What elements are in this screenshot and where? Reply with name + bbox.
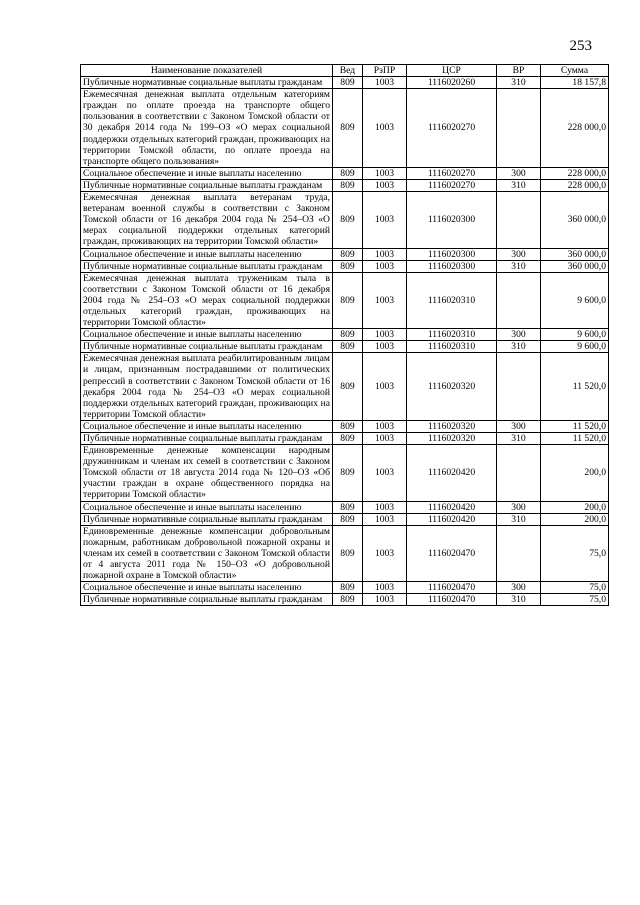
cell-csr: 1116020420 (407, 501, 497, 513)
cell-csr: 1116020300 (407, 192, 497, 248)
cell-vr (497, 192, 541, 248)
cell-rzpr: 1003 (363, 260, 407, 272)
table-row (81, 420, 609, 432)
header-ved: Вед (333, 65, 363, 77)
cell-vr (497, 272, 541, 328)
table-row (81, 248, 609, 260)
cell-ved: 809 (333, 501, 363, 513)
cell-csr: 1116020270 (407, 179, 497, 191)
cell-csr: 1116020270 (407, 167, 497, 179)
cell-rzpr: 1003 (363, 582, 407, 594)
cell-vr: 310 (497, 433, 541, 445)
cell-name: Социальное обеспечение и иные выплаты населению (81, 248, 333, 260)
cell-csr: 1116020310 (407, 272, 497, 328)
cell-name: Единовременные денежные компенсации добровольным пожарным, работникам добровольной пожарной охраны и членам их семей в соответствии с Законом Томской области от 4 августа 2011 года № 150–ОЗ «О добровольной пожарной охране в Томской области» (81, 525, 333, 581)
page-number: 253 (569, 38, 592, 54)
cell-ved: 809 (333, 341, 363, 353)
cell-ved: 809 (333, 582, 363, 594)
cell-vr (497, 353, 541, 421)
cell-csr: 1116020270 (407, 89, 497, 168)
cell-csr: 1116020470 (407, 525, 497, 581)
table-row (81, 445, 609, 501)
cell-sum: 9 600,0 (541, 272, 609, 328)
cell-rzpr: 1003 (363, 89, 407, 168)
cell-vr: 300 (497, 420, 541, 432)
cell-vr: 300 (497, 582, 541, 594)
cell-vr (497, 525, 541, 581)
cell-csr: 1116020470 (407, 582, 497, 594)
cell-vr: 300 (497, 501, 541, 513)
header-name: Наименование показателей (81, 65, 333, 77)
cell-rzpr: 1003 (363, 420, 407, 432)
cell-vr: 300 (497, 248, 541, 260)
table-row (81, 77, 609, 89)
table-header-row (81, 65, 609, 77)
header-sum: Сумма (541, 65, 609, 77)
cell-rzpr: 1003 (363, 341, 407, 353)
cell-rzpr: 1003 (363, 445, 407, 501)
cell-vr: 300 (497, 167, 541, 179)
cell-name: Публичные нормативные социальные выплаты гражданам (81, 594, 333, 606)
table-row (81, 167, 609, 179)
cell-sum: 360 000,0 (541, 192, 609, 248)
cell-sum: 18 157,8 (541, 77, 609, 89)
table-row (81, 89, 609, 168)
table-row (81, 260, 609, 272)
cell-rzpr: 1003 (363, 501, 407, 513)
cell-rzpr: 1003 (363, 513, 407, 525)
cell-ved: 809 (333, 192, 363, 248)
cell-name: Ежемесячная денежная выплата труженикам тыла в соответствии с Законом Томской области от 16 декабря 2004 года № 254–ОЗ «О мерах социальной поддержки отдельных категорий граждан, проживающих на территории Томской области» (81, 272, 333, 328)
table-row (81, 594, 609, 606)
cell-ved: 809 (333, 594, 363, 606)
cell-name: Публичные нормативные социальные выплаты гражданам (81, 433, 333, 445)
header-vr: ВР (497, 65, 541, 77)
cell-name: Социальное обеспечение и иные выплаты населению (81, 501, 333, 513)
cell-sum: 360 000,0 (541, 248, 609, 260)
cell-name: Социальное обеспечение и иные выплаты населению (81, 582, 333, 594)
cell-sum: 200,0 (541, 513, 609, 525)
cell-rzpr: 1003 (363, 594, 407, 606)
cell-name: Ежемесячная денежная выплата ветеранам труда, ветеранам военной службы в соответствии с Законом Томской области от 16 декабря 2004 года № 254–ОЗ «О мерах социальной поддержки отдельных категорий граждан, проживающих на территории Томской области» (81, 192, 333, 248)
cell-sum: 11 520,0 (541, 353, 609, 421)
cell-ved: 809 (333, 260, 363, 272)
cell-ved: 809 (333, 179, 363, 191)
cell-name: Публичные нормативные социальные выплаты гражданам (81, 513, 333, 525)
cell-rzpr: 1003 (363, 272, 407, 328)
cell-sum: 228 000,0 (541, 179, 609, 191)
table-row (81, 272, 609, 328)
cell-name: Публичные нормативные социальные выплаты гражданам (81, 77, 333, 89)
cell-csr: 1116020310 (407, 341, 497, 353)
cell-rzpr: 1003 (363, 248, 407, 260)
cell-ved: 809 (333, 89, 363, 168)
cell-name: Ежемесячная денежная выплата реабилитированным лицам и лицам, признанным пострадавшими от политических репрессий в соответствии с Законом Томской области от 16 декабря 2004 года № 254–ОЗ «О мерах социальной поддержки отдельных категорий граждан, проживающих на территории Томской области» (81, 353, 333, 421)
cell-vr: 310 (497, 513, 541, 525)
cell-name: Публичные нормативные социальные выплаты гражданам (81, 179, 333, 191)
cell-name: Публичные нормативные социальные выплаты гражданам (81, 341, 333, 353)
cell-name: Ежемесячная денежная выплата отдельным категориям граждан по оплате проезда на транспорте общего пользования в соответствии с Законом Томской области от 30 декабря 2014 года № 199–ОЗ «О мерах социальной поддержки отдельных категорий граждан, проживающих на территории Томской области, по оплате проезда на транспорте общего пользования» (81, 89, 333, 168)
cell-csr: 1116020470 (407, 594, 497, 606)
table-row (81, 341, 609, 353)
cell-ved: 809 (333, 77, 363, 89)
cell-ved: 809 (333, 248, 363, 260)
cell-sum: 228 000,0 (541, 89, 609, 168)
table-row (81, 501, 609, 513)
cell-rzpr: 1003 (363, 192, 407, 248)
cell-sum: 9 600,0 (541, 341, 609, 353)
table-row (81, 329, 609, 341)
cell-vr: 310 (497, 341, 541, 353)
cell-rzpr: 1003 (363, 179, 407, 191)
cell-sum: 11 520,0 (541, 420, 609, 432)
cell-csr: 1116020300 (407, 260, 497, 272)
table-row (81, 525, 609, 581)
cell-csr: 1116020320 (407, 353, 497, 421)
cell-ved: 809 (333, 329, 363, 341)
header-rzpr: РзПР (363, 65, 407, 77)
cell-csr: 1116020420 (407, 513, 497, 525)
header-csr: ЦСР (407, 65, 497, 77)
table-body (81, 77, 609, 606)
cell-ved: 809 (333, 272, 363, 328)
cell-ved: 809 (333, 420, 363, 432)
cell-csr: 1116020260 (407, 77, 497, 89)
cell-vr: 310 (497, 179, 541, 191)
cell-sum: 200,0 (541, 501, 609, 513)
cell-rzpr: 1003 (363, 329, 407, 341)
cell-rzpr: 1003 (363, 167, 407, 179)
cell-sum: 75,0 (541, 582, 609, 594)
cell-name: Социальное обеспечение и иные выплаты населению (81, 420, 333, 432)
cell-name: Социальное обеспечение и иные выплаты населению (81, 167, 333, 179)
cell-vr: 310 (497, 77, 541, 89)
cell-ved: 809 (333, 433, 363, 445)
cell-sum: 75,0 (541, 525, 609, 581)
cell-sum: 200,0 (541, 445, 609, 501)
table-row (81, 353, 609, 421)
cell-sum: 75,0 (541, 594, 609, 606)
cell-vr: 310 (497, 594, 541, 606)
cell-vr (497, 445, 541, 501)
table-row (81, 192, 609, 248)
table-row (81, 513, 609, 525)
cell-ved: 809 (333, 525, 363, 581)
cell-ved: 809 (333, 513, 363, 525)
cell-ved: 809 (333, 353, 363, 421)
cell-ved: 809 (333, 445, 363, 501)
cell-csr: 1116020310 (407, 329, 497, 341)
cell-rzpr: 1003 (363, 353, 407, 421)
cell-vr: 300 (497, 329, 541, 341)
cell-name: Единовременные денежные компенсации народным дружинникам и членам их семей в соответствии с Законом Томской области от 18 августа 2014 года № 120–ОЗ «Об участии граждан в охране общественного порядка на территории Томской области» (81, 445, 333, 501)
cell-name: Социальное обеспечение и иные выплаты населению (81, 329, 333, 341)
cell-ved: 809 (333, 167, 363, 179)
cell-sum: 360 000,0 (541, 260, 609, 272)
cell-sum: 228 000,0 (541, 167, 609, 179)
cell-sum: 11 520,0 (541, 433, 609, 445)
budget-table (80, 64, 609, 606)
cell-csr: 1116020320 (407, 433, 497, 445)
cell-rzpr: 1003 (363, 525, 407, 581)
table-row (81, 582, 609, 594)
cell-vr (497, 89, 541, 168)
cell-rzpr: 1003 (363, 433, 407, 445)
table-row (81, 433, 609, 445)
table-row (81, 179, 609, 191)
cell-rzpr: 1003 (363, 77, 407, 89)
cell-csr: 1116020420 (407, 445, 497, 501)
cell-csr: 1116020320 (407, 420, 497, 432)
cell-csr: 1116020300 (407, 248, 497, 260)
cell-vr: 310 (497, 260, 541, 272)
cell-sum: 9 600,0 (541, 329, 609, 341)
cell-name: Публичные нормативные социальные выплаты гражданам (81, 260, 333, 272)
